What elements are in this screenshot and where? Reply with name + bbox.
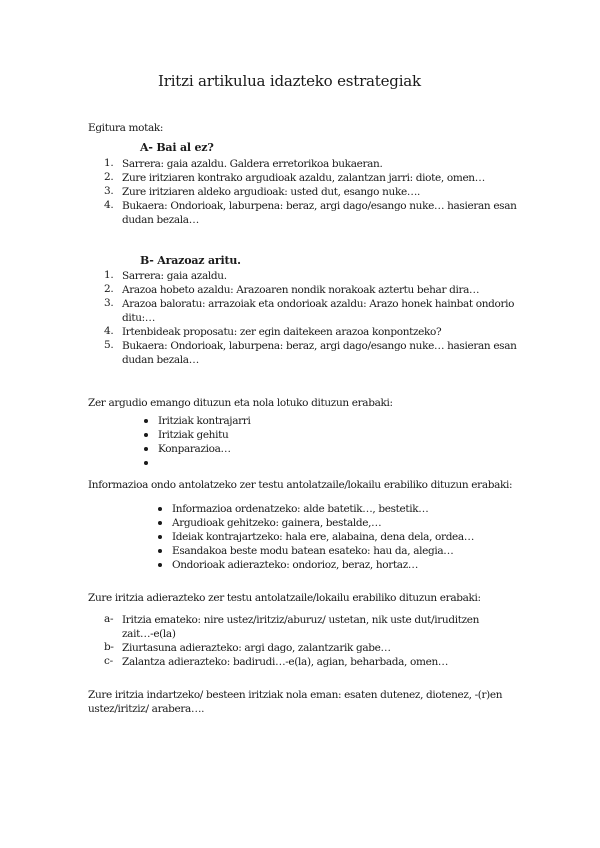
item-number: 2. [104,171,114,183]
item-text: Informazioa ordenatzeko: alde batetik…, bestetik… [172,503,429,515]
item-label: a- [104,613,114,625]
section-b-heading: B- Arazoaz aritu. [140,254,241,267]
closing-line: Zure iritzia indartzeko/ besteen iritziak nola eman: esaten dutenez, diotenez, -(r)en [88,689,503,701]
item-text: Arazoa hobeto azaldu: Arazoaren nondik norakoak aztertu behar dira… [122,284,480,296]
item-text: Zalantza adierazteko: badirudi…-e(la), agian, beharbada, omen… [122,656,449,668]
item-text-continued: ditu:… [122,312,155,324]
bullet-icon [158,563,162,567]
item-number: 5. [104,339,114,351]
item-text: Zure iritziaren kontrako argudioak azaldu, zalantzan jarri: diote, omen… [122,172,485,184]
bullet-icon [144,447,148,451]
item-text: Bukaera: Ondorioak, laburpena: beraz, argi dago/esango nuke… hasieran esan [122,200,517,212]
section-a-heading: A- Bai al ez? [140,141,214,154]
item-label: b- [104,641,114,653]
arguments-intro: Zer argudio emango dituzun eta nola lotuko dituzun erabaki: [88,397,393,409]
item-text: Arazoa baloratu: arrazoiak eta ondorioak azaldu: Arazo honek hainbat ondorio [122,298,515,310]
item-text: Ziurtasuna adierazteko: argi dago, zalantzarik gabe… [122,642,391,654]
item-text-continued: dudan bezala… [122,214,199,226]
item-number: 1. [104,157,114,169]
information-intro: Informazioa ondo antolatzeko zer testu antolatzaile/lokailu erabiliko dituzun erabaki: [88,479,513,491]
item-number: 3. [104,185,114,197]
bullet-icon [144,419,148,423]
structure-label: Egitura motak: [88,122,164,134]
item-text: Iritziak gehitu [158,429,229,441]
item-number: 4. [104,199,114,211]
item-text: Irtenbideak proposatu: zer egin daitekeen arazoa konpontzeko? [122,326,442,338]
item-text: Konparazioa… [158,443,231,455]
item-number: 1. [104,269,114,281]
item-text-continued: zait…-e(la) [122,628,176,640]
bullet-icon [158,521,162,525]
closing-line: ustez/iritziz/ arabera…. [88,703,205,715]
bullet-icon [144,461,148,465]
item-number: 3. [104,297,114,309]
item-number: 2. [104,283,114,295]
bullet-icon [158,507,162,511]
bullet-icon [158,549,162,553]
item-label: c- [104,655,113,667]
item-text: Zure iritziaren aldeko argudioak: usted dut, esango nuke…. [122,186,420,198]
item-text-continued: dudan bezala… [122,354,199,366]
opinion-intro: Zure iritzia adierazteko zer testu antolatzaile/lokailu erabiliko dituzun erabaki: [88,592,481,604]
item-text: Iritziak kontrajarri [158,415,251,427]
item-text: Sarrera: gaia azaldu. Galdera erretorikoa bukaeran. [122,158,383,170]
item-text: Ondorioak adierazteko: ondorioz, beraz, hortaz… [172,559,419,571]
item-text: Sarrera: gaia azaldu. [122,270,227,282]
item-text: Ideiak kontrajartzeko: hala ere, alabaina, dena dela, ordea… [172,531,474,543]
item-text: Argudioak gehitzeko: gainera, bestalde,… [172,517,382,529]
item-text: Bukaera: Ondorioak, laburpena: beraz, argi dago/esango nuke… hasieran esan [122,340,517,352]
document-title: Iritzi artikulua idazteko estrategiak [158,72,421,90]
item-number: 4. [104,325,114,337]
bullet-icon [144,433,148,437]
item-text: Iritzia emateko: nire ustez/iritziz/aburuz/ ustetan, nik uste dut/iruditzen [122,614,480,626]
bullet-icon [158,535,162,539]
item-text: Esandakoa beste modu batean esateko: hau da, alegia… [172,545,454,557]
